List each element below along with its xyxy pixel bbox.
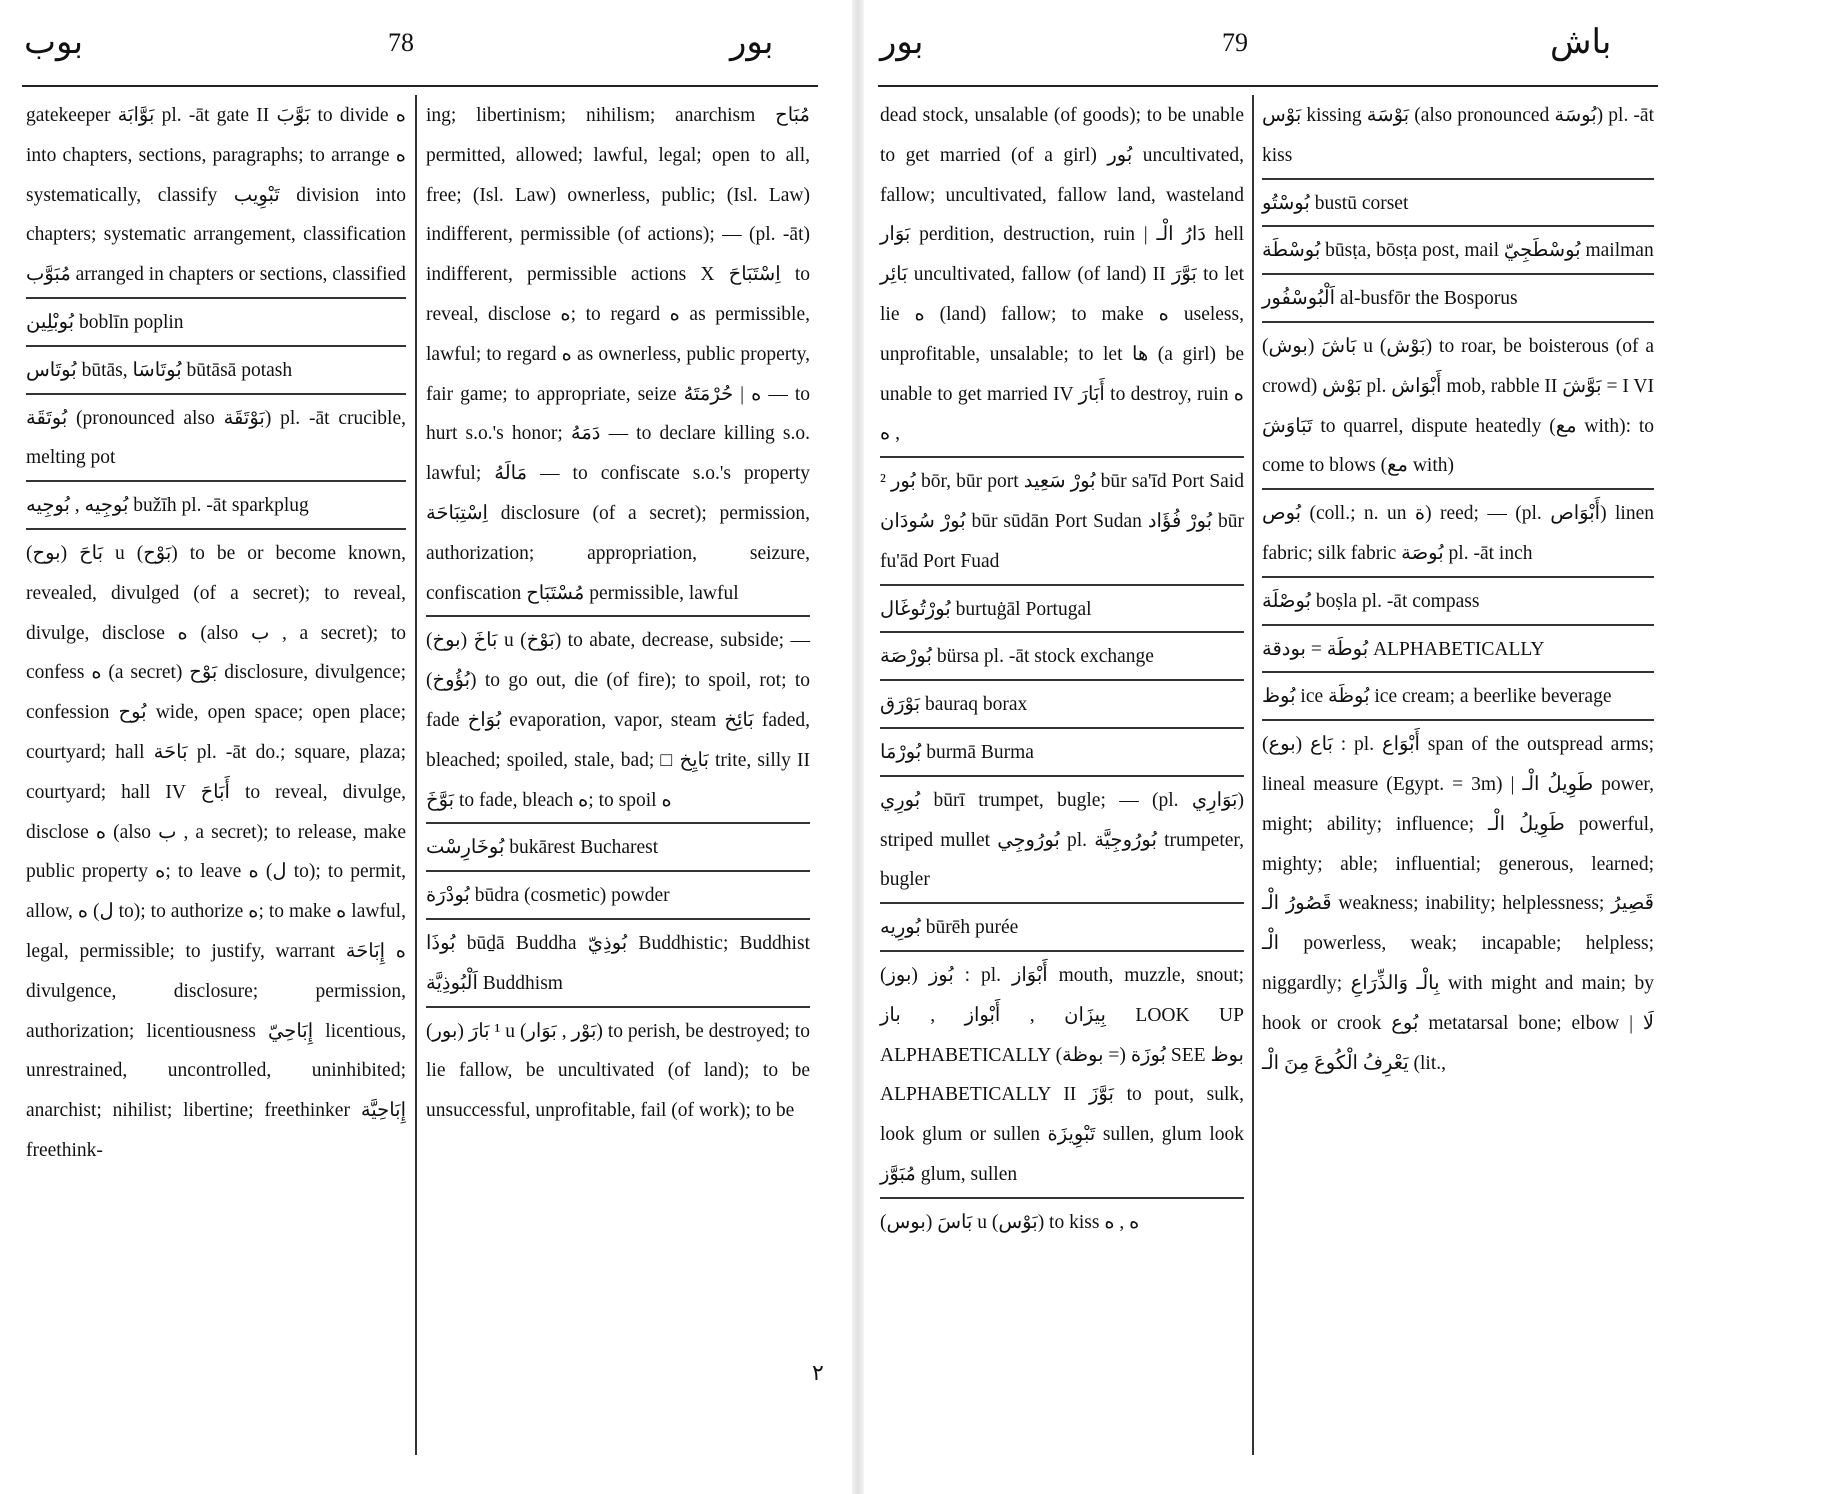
right-column-separator bbox=[1252, 95, 1254, 1455]
dictionary-entry: بُوبْلِين boblīn poplin bbox=[26, 299, 406, 347]
dictionary-entry: بُوذَا būḏā Buddha بُوذِيّ Buddhistic; Buddhist اَلْبُوذِيَّة Buddhism bbox=[426, 920, 810, 1008]
dictionary-entry: بُورْصَة bürsa pl. -āt stock exchange bbox=[880, 633, 1244, 681]
dictionary-entry: ing; libertinism; nihilism; anarchism مُبَاح permitted, allowed; lawful, legal; open to all, free; (Isl. Law) ownerless, public; (Isl. Law) indifferent, permissible (of actions); — (pl. -āt) indifferent, permissible actions X اِسْتَبَاحَ to reveal, disclose ه; to regard ه as permissible, lawful; to regard ه as ownerless, public property, fair game; to appropriate, seize ه | حُرْمَتَهُ — to hurt s.o.'s honor; دَمَهُ — to declare killing s.o. lawful; مَالَهُ — to confiscate s.o.'s property اِسْتِبَاحَة disclosure (of a secret); permission, authorization; appropriation, seizure, confiscation مُسْتَبَاح permissible, lawful bbox=[426, 96, 810, 617]
right-page bbox=[850, 0, 1822, 1494]
dictionary-entry: بُوجِيه , بُوجِيه bužīh pl. -āt sparkplug bbox=[26, 482, 406, 530]
dictionary-entry: بُوتَقَة (pronounced also بَوْتَقَة) pl. -āt crucible, melting pot bbox=[26, 395, 406, 483]
dictionary-entry: (بوز) بُوز : pl. أَبْوَاز mouth, muzzle, snout; بِيزَان , أَبْواز , باز LOOK UP ALPHABETICALLY بُوزَة (= بوظة) SEE بوظ ALPHABETICALLY II بَوَّزَ to pout, sulk, look glum or sullen تَبْوِيزَة sullen, glum look مُبَوَّز glum, sullen bbox=[880, 952, 1244, 1199]
dictionary-entry: بُور ² bōr, būr port بُورْ سَعِيد būr sa'īd Port Said بُورْ سُودَان būr sūdān Port Sudan بُورْ فُؤَاد būr fu'ād Port Fuad bbox=[880, 458, 1244, 585]
left-column-separator bbox=[415, 95, 417, 1455]
dictionary-entry: بُوص (coll.; n. un ة) reed; — (pl. أَبْوَاص) linen fabric; silk fabric بُوصَة pl. -āt inch bbox=[1262, 490, 1654, 578]
left-header-rule bbox=[22, 85, 818, 87]
dictionary-entry: (بوخ) بَاخَ u (بَوْخ) to abate, decrease, subside; — (بُؤُوخ) to go out, die (of fire); to spoil, rot; to fade بُوَاخ evaporation, vapor, steam بَائِخ faded, bleached; spoiled, stale, bad; □ بَايِخ trite, silly II بَوَّخَ to fade, bleach ه; to spoil ه bbox=[426, 617, 810, 824]
left-inner-headword: بور bbox=[730, 24, 774, 61]
dictionary-entry: (بوس) بَاسَ u (بَوْس) to kiss ه , ه bbox=[880, 1211, 1140, 1233]
dictionary-entry: بُورْتُوغَال burtuġāl Portugal bbox=[880, 586, 1244, 634]
right-page-number: 79 bbox=[1222, 28, 1248, 57]
left-page bbox=[0, 0, 880, 1494]
dictionary-entry: بُوسْتُو bustū corset bbox=[1262, 180, 1654, 228]
dictionary-entry: بُورِي būrī trumpet, bugle; — (pl. بَوَارِي) striped mullet بُورُوجِي pl. بُورُوجِيَّة trumpeter, bugler bbox=[880, 777, 1244, 904]
dictionary-entry: بُوطَة = بودقة ALPHABETICALLY bbox=[1262, 626, 1654, 674]
dictionary-entry: بُودْرَة būdra (cosmetic) powder bbox=[426, 872, 810, 920]
dictionary-entry: بُوتَاس būtās, بُوتَاسَا būtāsā potash bbox=[26, 347, 406, 395]
dictionary-entry: بُورْمَا burmā Burma bbox=[880, 729, 1244, 777]
dictionary-entry: بُوصْلَة boṣla pl. -āt compass bbox=[1262, 578, 1654, 626]
dictionary-entry: اَلْبُوسْفُور al-busfōr the Bosporus bbox=[1262, 275, 1654, 323]
dictionary-entry: بُوسْطَة būsṭa, bōsṭa post, mail بُوسْطَجِيّ mailman bbox=[1262, 227, 1654, 275]
dictionary-entry: (بوع) بَاع : pl. أَبْوَاع span of the outspread arms; lineal measure (Egypt. = 3m) | طَوِيلُ الْـ power, might; ability; influence; طَوِيلُ الْـ powerful, mighty; able; influential; generous, learned; قَصُورُ الْـ weakness; inability; helplessness; قَصِيرُ الْـ powerless, weak; incapable; helpless; niggardly; بِالْـ وَالذِّرَاعِ with might and main; by hook or crook بُوع metatarsal bone; elbow | لَا يَعْرِفُ الْكُوعَ مِنَ الْـ (lit., bbox=[1262, 734, 1655, 1074]
margin-mark: ٢ bbox=[812, 1360, 824, 1385]
dictionary-entry: بُورِيه būrēh purée bbox=[880, 904, 1244, 952]
dictionary-entry: بُوظ ice بُوظَة ice cream; a beerlike beverage bbox=[1262, 673, 1654, 721]
left-page-number: 78 bbox=[388, 28, 414, 57]
left-column-1 bbox=[26, 96, 406, 1173]
dictionary-entry: gatekeeper بَوَّابَة pl. -āt gate II بَوَّبَ to divide ه into chapters, sections, paragraphs; to arrange ه systematically, classify تَبْوِيب division into chapters; systematic arrangement, classification مُبَوَّب arranged in chapters or sections, classified bbox=[26, 96, 406, 299]
dictionary-entry: (بوح) بَاحَ u (بَوْح) to be or become known, revealed, divulged (of a secret); to reveal, divulge, disclose ه (also ب , a secret); to confess ه (a secret) بَوْح disclosure, divulgence; confession بُوح wide, open space; open place; courtyard; hall بَاحَة pl. -āt do.; square, plaza; courtyard; hall IV أَبَاحَ to reveal, divulge, disclose ه (also ب , a secret); to release, make public property ه; to leave ه (ل to); to permit, allow, ه (ل to); to authorize ه; to make ه lawful, legal, permissible; to justify, warrant ه إِبَاحَة divulgence, disclosure; permission, authorization; licentiousness إِبَاحِيّ licentious, unrestrained, uncontrolled, uninhibited; anarchist; nihilist; libertine; freethinker إِبَاحِيَّة freethink- bbox=[26, 542, 407, 1161]
right-outer-headword: بور bbox=[880, 24, 924, 61]
right-inner-headword: باش bbox=[1550, 24, 1612, 61]
dictionary-entry: dead stock, unsalable (of goods); to be unable to get married (of a girl) بُور uncultivated, fallow; uncultivated, fallow land, wasteland بَوَار perdition, destruction, ruin | دَارُ الْـ hell بَائِر uncultivated, fallow (of land) II بَوَّرَ to let lie ه (land) fallow; to make ه useless, unprofitable, unsalable; to let ها (a girl) be unable to get married IV أَبَارَ to destroy, ruin ه , ه bbox=[880, 96, 1244, 458]
left-outer-headword: بوب bbox=[24, 24, 84, 61]
right-column-1 bbox=[880, 96, 1244, 1245]
dictionary-entry: (بوش) بَاشَ u (بَوْش) to roar, be boisterous (of a crowd) بَوْش pl. أَبْوَاش mob, rabble II بَوَّشَ = I VI تَبَاوَشَ to quarrel, dispute heatedly (مع with): to come to blows (مع with) bbox=[1262, 323, 1654, 490]
right-column-2 bbox=[1262, 96, 1654, 1085]
right-header-rule bbox=[878, 85, 1658, 87]
dictionary-entry: (بور) ¹ بَارَ u (بَوْر , بَوَار) to perish, be destroyed; to lie fallow, be uncultivated (of land); to be unsuccessful, unprofitable, fail (of work); to be bbox=[426, 1020, 810, 1122]
left-column-2 bbox=[426, 96, 810, 1133]
dictionary-entry: بُوخَارِسْت bukārest Bucharest bbox=[426, 824, 810, 872]
dictionary-entry: بَوْس kissing بَوْسَة (also pronounced بُوسَة) pl. -āt kiss bbox=[1262, 96, 1654, 180]
dictionary-entry: بَوْرَق bauraq borax bbox=[880, 681, 1244, 729]
